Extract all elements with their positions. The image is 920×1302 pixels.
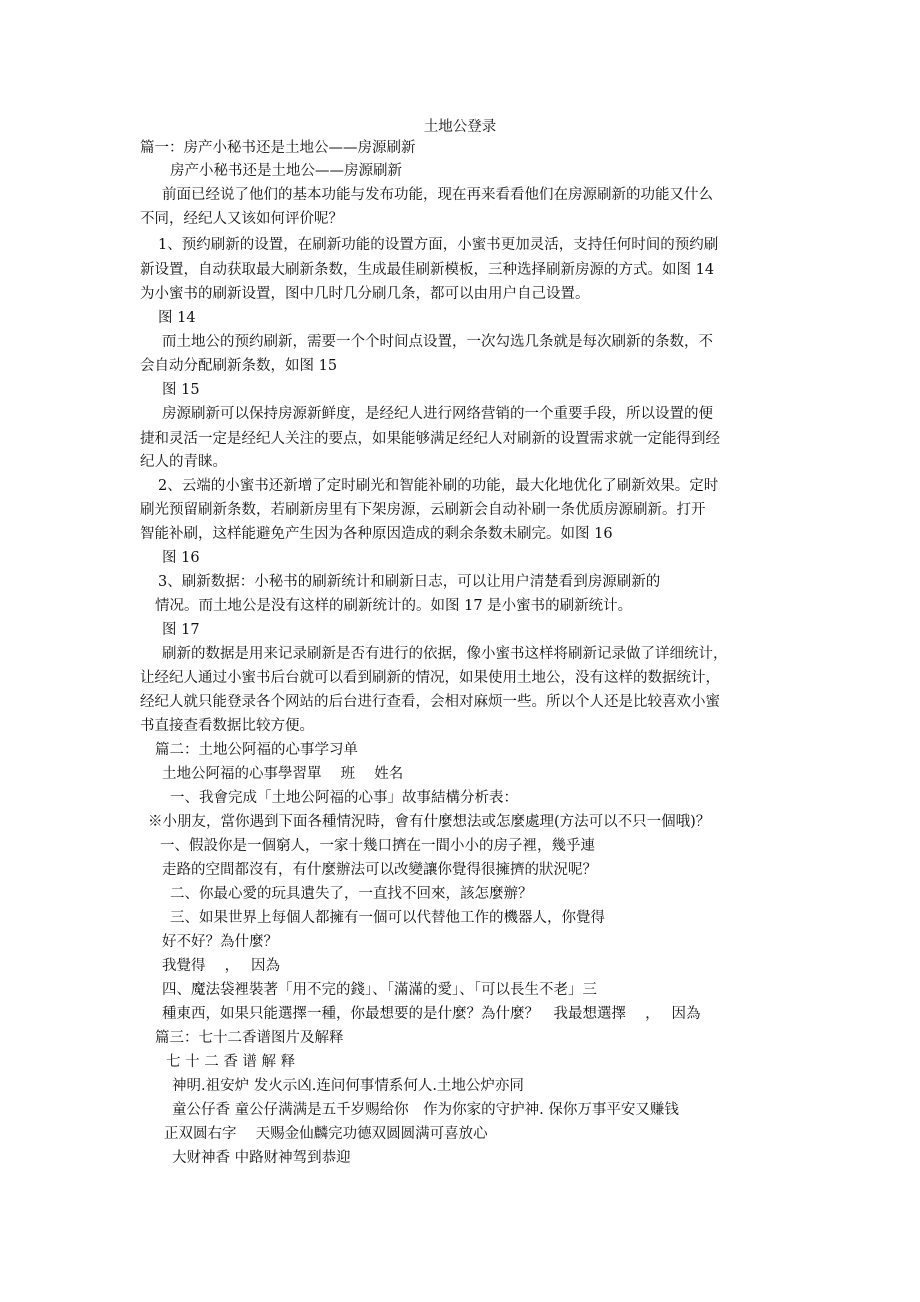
paragraph-line: 四、魔法袋裡裝著「用不完的錢」、「滿滿的愛」、「可以長生不老」三	[162, 982, 597, 998]
paragraph-line: ※小朋友，當你遇到下面各種情況時，會有什麼想法或怎麼處理(方法可以不只一個哦)？	[148, 814, 711, 830]
paragraph-line: 让经纪人通过小蜜书后台就可以看到刷新的情况，如果使用土地公，没有这样的数据统计，	[140, 670, 720, 686]
paragraph-line: 新设置，自动获取最大刷新条数，生成最佳刷新模板，三种选择刷新房源的方式。如图 14	[140, 262, 715, 278]
paragraph-line: 三、如果世界上每個人都擁有一個可以代替他工作的機器人，你覺得	[170, 910, 605, 926]
subheading: 七 十 二 香 谱 解 释	[166, 1054, 296, 1070]
paragraph-line: 正双圆右字 天赐金仙麟完功德双圆圆满可喜放心	[164, 1126, 488, 1142]
paragraph-line: 而土地公的预约刷新，需要一个个时间点设置，一次勾选几条就是每次刷新的条数，不	[162, 334, 713, 350]
figure-label: 图 16	[162, 550, 200, 566]
figure-label: 图 14	[158, 310, 196, 326]
paragraph-line: 前面已经说了他们的基本功能与发布功能，现在再来看看他们在房源刷新的功能又什么	[162, 187, 713, 203]
paragraph-line: 刷新的数据是用来记录刷新是否有进行的依据，像小蜜书这样将刷新记录做了详细统计，	[162, 646, 728, 662]
paragraph-line: 一、假設你是一個窮人，一家十幾口擠在一間小小的房子裡，幾乎連	[160, 838, 595, 854]
document-title: 土地公登录	[423, 119, 497, 135]
section-heading: 篇三：七十二香谱图片及解释	[155, 1030, 344, 1046]
paragraph-line: 二、你最心愛的玩具遺失了，一直找不回來，該怎麼辦？	[170, 886, 533, 902]
worksheet-title: 土地公阿福的心事學習單 班 姓名	[162, 766, 404, 782]
paragraph-line: 1、预约刷新的设置，在刷新功能的设置方面，小蜜书更加灵活，支持任何时间的预约刷	[158, 237, 719, 253]
paragraph-line: 童公仔香 童公仔满满是五千岁赐给你 作为你家的守护神. 保你万事平安又赚钱	[172, 1102, 679, 1118]
subheading: 房产小秘书还是土地公——房源刷新	[170, 163, 402, 179]
paragraph-line: 书直接查看数据比较方便。	[140, 718, 314, 734]
paragraph-line: 我覺得 ， 因為	[162, 958, 280, 974]
paragraph-line: 好不好？為什麼？	[162, 934, 278, 950]
paragraph-line: 会自动分配刷新条数，如图 15	[140, 358, 338, 374]
figure-label: 图 17	[162, 622, 200, 638]
paragraph-line: 種東西，如果只能選擇一種，你最想要的是什麼？為什麼？ 我最想選擇 ， 因為	[162, 1006, 701, 1022]
paragraph-line: 大财神香 中路财神驾到恭迎	[172, 1150, 351, 1166]
paragraph-line: 智能补刷，这样能避免产生因为各种原因造成的剩余条数未刷完。如图 16	[140, 526, 613, 542]
paragraph-line: 纪人的青睐。	[140, 454, 227, 470]
paragraph-line: 捷和灵活一定是经纪人关注的要点，如果能够满足经纪人对刷新的设置需求就一定能得到经	[140, 431, 720, 447]
paragraph-line: 2、云端的小蜜书还新增了定时刷光和智能补刷的功能，最大化地优化了刷新效果。定时	[158, 478, 719, 494]
paragraph-line: 3、刷新数据：小秘书的刷新统计和刷新日志，可以让用户清楚看到房源刷新的	[158, 574, 661, 590]
paragraph-line: 神明.祖安炉 发火示凶.连问何事情系何人.土地公炉亦同	[172, 1078, 524, 1094]
figure-label: 图 15	[162, 382, 200, 398]
paragraph-line: 不同，经纪人又该如何评价呢？	[140, 211, 343, 227]
paragraph-line: 房源刷新可以保持房源新鲜度，是经纪人进行网络营销的一个重要手段，所以设置的便	[162, 406, 713, 422]
paragraph-line: 情况。而土地公是没有这样的刷新统计的。如图 17 是小蜜书的刷新统计。	[155, 598, 633, 614]
section-heading: 篇一：房产小秘书还是土地公——房源刷新	[140, 140, 416, 156]
paragraph-line: 刷光预留刷新条数，若刷新房里有下架房源，云刷新会自动补刷一条优质房源刷新。打开	[140, 502, 706, 518]
paragraph-line: 经纪人就只能登录各个网站的后台进行查看，会相对麻烦一些。所以个人还是比较喜欢小蜜	[140, 694, 720, 710]
paragraph-line: 一、我會完成「土地公阿福的心事」故事結構分析表：	[170, 790, 518, 806]
paragraph-line: 走路的空間都沒有，有什麼辦法可以改變讓你覺得很擁擠的狀況呢？	[162, 862, 597, 878]
section-heading: 篇二：土地公阿福的心事学习单	[155, 742, 358, 758]
paragraph-line: 为小蜜书的刷新设置，图中几时几分刷几条，都可以由用户自己设置。	[140, 286, 590, 302]
